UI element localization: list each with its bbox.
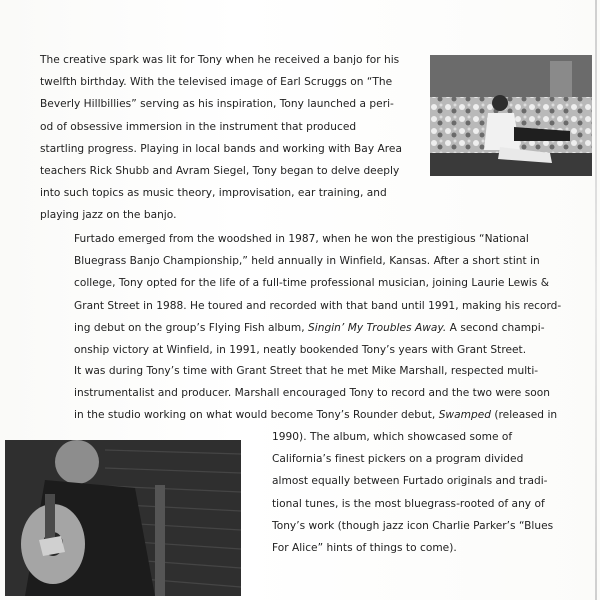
text-line: California’s finest pickers on a program divided [272,453,524,466]
guitarist-photo [5,440,241,596]
text-line: Bluegrass Banjo Championship,” held annually in Winfield, Kansas. After a short stint in [74,255,540,268]
text-run: (released in [491,409,558,422]
text-line: It was during Tony’s time with Grant Street that he met Mike Marshall, respected multi- [74,365,539,377]
album-title: Swamped [438,409,491,422]
paragraph-4 [272,426,586,559]
text-run: A second champi- [446,321,545,334]
text-line: tional tunes, is the most bluegrass-rooted of any of [272,497,545,510]
text-line: For Alice” hints of things to come). [272,542,457,555]
text-line: startling progress. Playing in local bands and working with Bay Area [40,142,402,155]
text-run: in the studio working on what would become Tony’s Rounder debut, [74,409,439,422]
text-line: Grant Street in 1988. He toured and recorded with that band until 1991, making his record- [74,299,562,312]
text-line [74,404,586,426]
text-line: od of obsessive immersion in the instrument that produced [40,120,357,133]
paragraph-3 [74,360,586,427]
text-line: onship victory at Winfield, in 1991, neatly bookended Tony’s years with Grant Street. [74,344,527,357]
text-line: playing jazz on the banjo. [40,209,177,222]
text-line: into such topics as music theory, improvisation, ear training, and [40,187,387,200]
text-line [74,317,586,339]
paragraph-2 [74,228,586,361]
page-crease [595,0,597,600]
text-line: teachers Rick Shubb and Avram Siegel, Tony began to delve deeply [40,165,400,178]
text-line: Furtado emerged from the woodshed in 1987, when he won the prestigious “National [74,233,529,245]
paragraph-1 [40,49,412,227]
text-line: almost equally between Furtado originals and tradi- [272,475,548,488]
text-line: instrumentalist and producer. Marshall encouraged Tony to record and the two were soon [74,387,550,400]
text-line: The creative spark was lit for Tony when he received a banjo for his [40,54,400,66]
text-line: Beverly Hillbillies” serving as his inspiration, Tony launched a peri- [40,98,394,111]
text-run: ing debut on the group’s Flying Fish album, [74,321,309,334]
text-line: 1990). The album, which showcased some of [272,431,513,443]
text-line: Tony’s work (though jazz icon Charlie Parker’s “Blues [272,519,554,532]
person-on-couch-photo [430,55,592,176]
text-line: college, Tony opted for the life of a full-time professional musician, joining Laurie Lewis & [74,277,549,290]
album-title: Singin’ My Troubles Away. [308,321,447,334]
text-line: twelfth birthday. With the televised image of Earl Scruggs on “The [40,76,393,89]
